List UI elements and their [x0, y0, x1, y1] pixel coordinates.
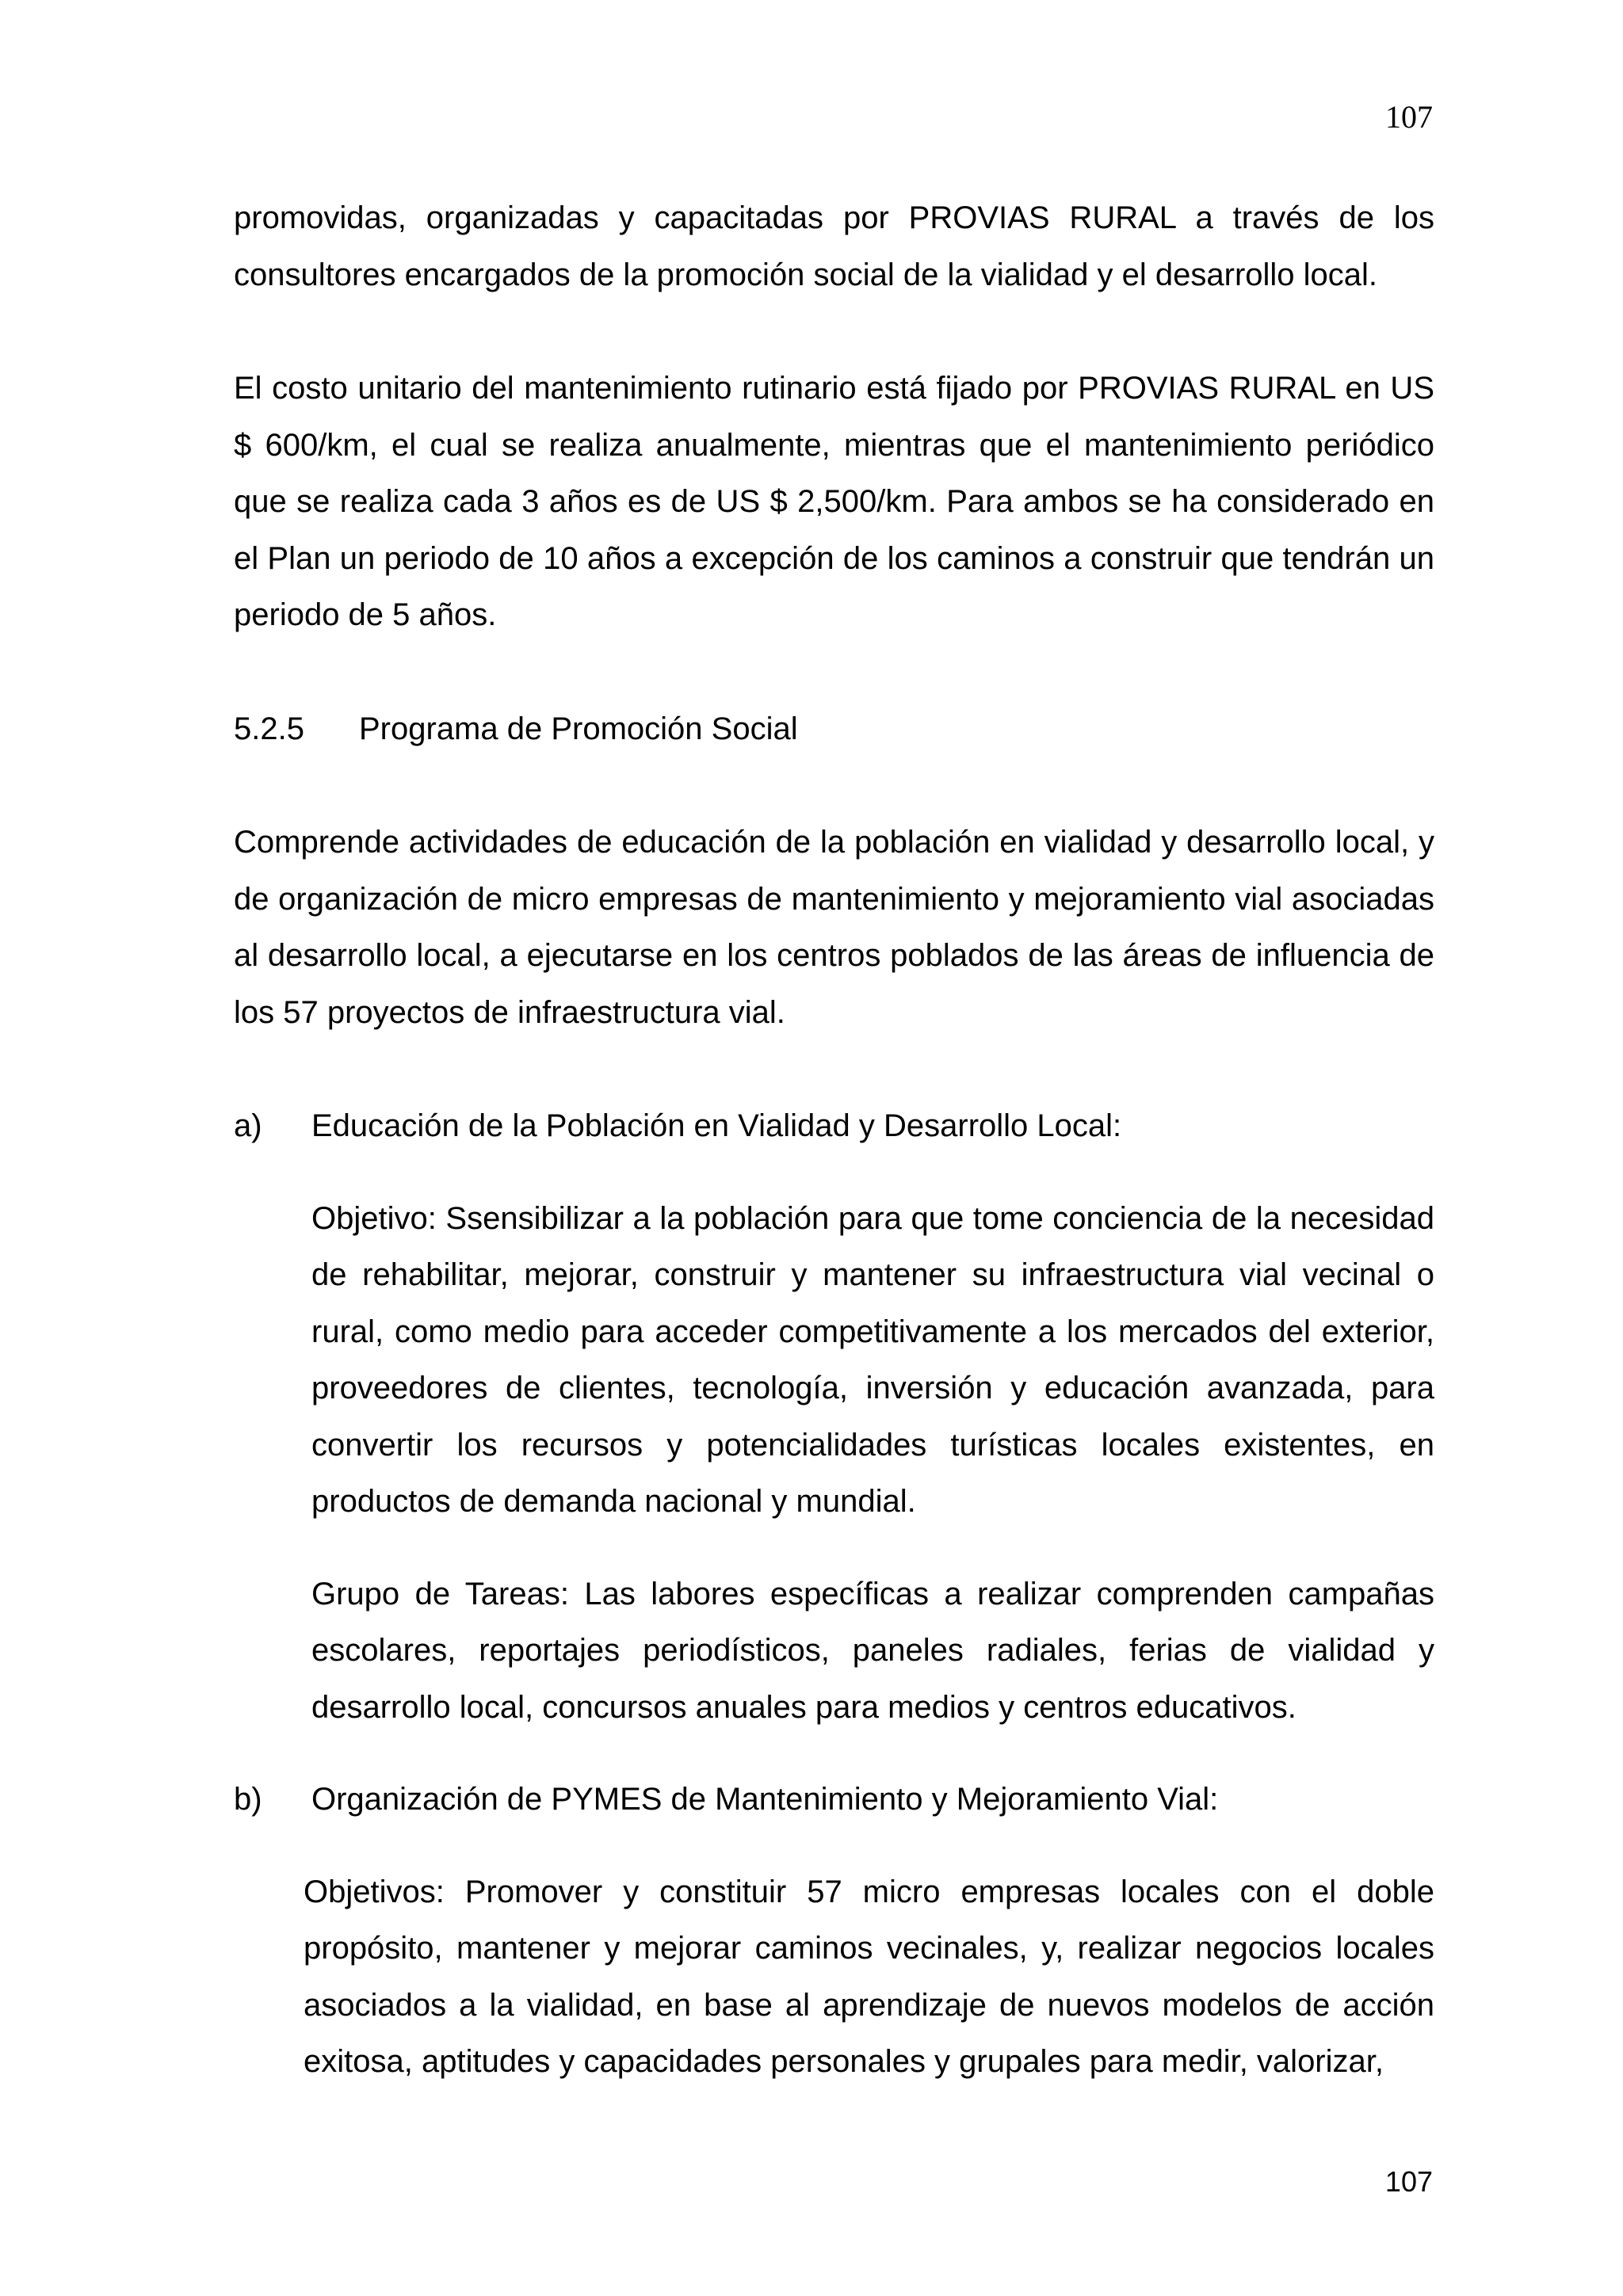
section-heading — [234, 701, 1434, 758]
objetivos-b: Objetivos: Promover y constituir 57 micro empresas locales con el doble propósito, mantener y mejorar caminos vecinales, y, realizar negocios locales asociados a la vialidad, en base al aprendizaje de nuevos modelos de acción exitosa, aptitudes y capacidades personales y grupales para medir, valorizar, — [304, 1874, 1434, 2079]
page-number-bottom: 107 — [1384, 2165, 1433, 2198]
list-item-b — [234, 1772, 1434, 1829]
section-number: 5.2.5 — [234, 711, 304, 746]
objetivo-a: Objetivo: Ssensibilizar a la población para que tome conciencia de la necesidad de rehabilitar, mejorar, construir y mantener su infraestructura vial vecinal o rural, como medio para acceder competitivamente a los mercados del exterior, proveedores de clientes, tecnología, inversión y educación avanzada, para convertir los recursos y potencialidades turísticas locales existentes, en productos de demanda nacional y mundial. — [311, 1200, 1434, 1519]
list-marker-a: a) — [234, 1108, 262, 1143]
list-body-a — [311, 1191, 1434, 1737]
tareas-a: Grupo de Tareas: Las labores específicas a realizar comprenden campañas escolares, reportajes periodísticos, paneles radiales, ferias de vialidad y desarrollo local, concursos anuales para medios y centros educativos. — [311, 1576, 1434, 1725]
list-body-b — [304, 1864, 1434, 2091]
list-item-a — [234, 1098, 1434, 1155]
list-title-a: Educación de la Población en Vialidad y Desarrollo Local: — [311, 1108, 1122, 1143]
paragraph-intro: promovidas, organizadas y capacitadas por PROVIAS RURAL a través de los consultores encargados de la promoción social de la vialidad y el desarrollo local. — [234, 200, 1434, 292]
list-marker-b: b) — [234, 1782, 262, 1817]
document-body — [234, 190, 1434, 2126]
paragraph-program: Comprende actividades de educación de la población en vialidad y desarrollo local, y de organización de micro empresas de mantenimiento y mejoramiento vial asociadas al desarrollo local, a ejecutarse en los centros poblados de las áreas de influencia de los 57 proyectos de infraestructura vial. — [234, 825, 1434, 1030]
section-title: Programa de Promoción Social — [359, 711, 798, 746]
page-number-top: 107 — [1385, 99, 1433, 135]
list-title-b: Organización de PYMES de Mantenimiento y Mejoramiento Vial: — [311, 1782, 1219, 1817]
paragraph-costs: El costo unitario del mantenimiento rutinario está fijado por PROVIAS RURAL en US $ 600/km, el cual se realiza anualmente, mientras que el mantenimiento periódico que se realiza cada 3 años es de US $ 2,500/km. Para ambos se ha considerado en el Plan un periodo de 10 años a excepción de los caminos a construir que tendrán un periodo de 5 años. — [234, 371, 1434, 632]
